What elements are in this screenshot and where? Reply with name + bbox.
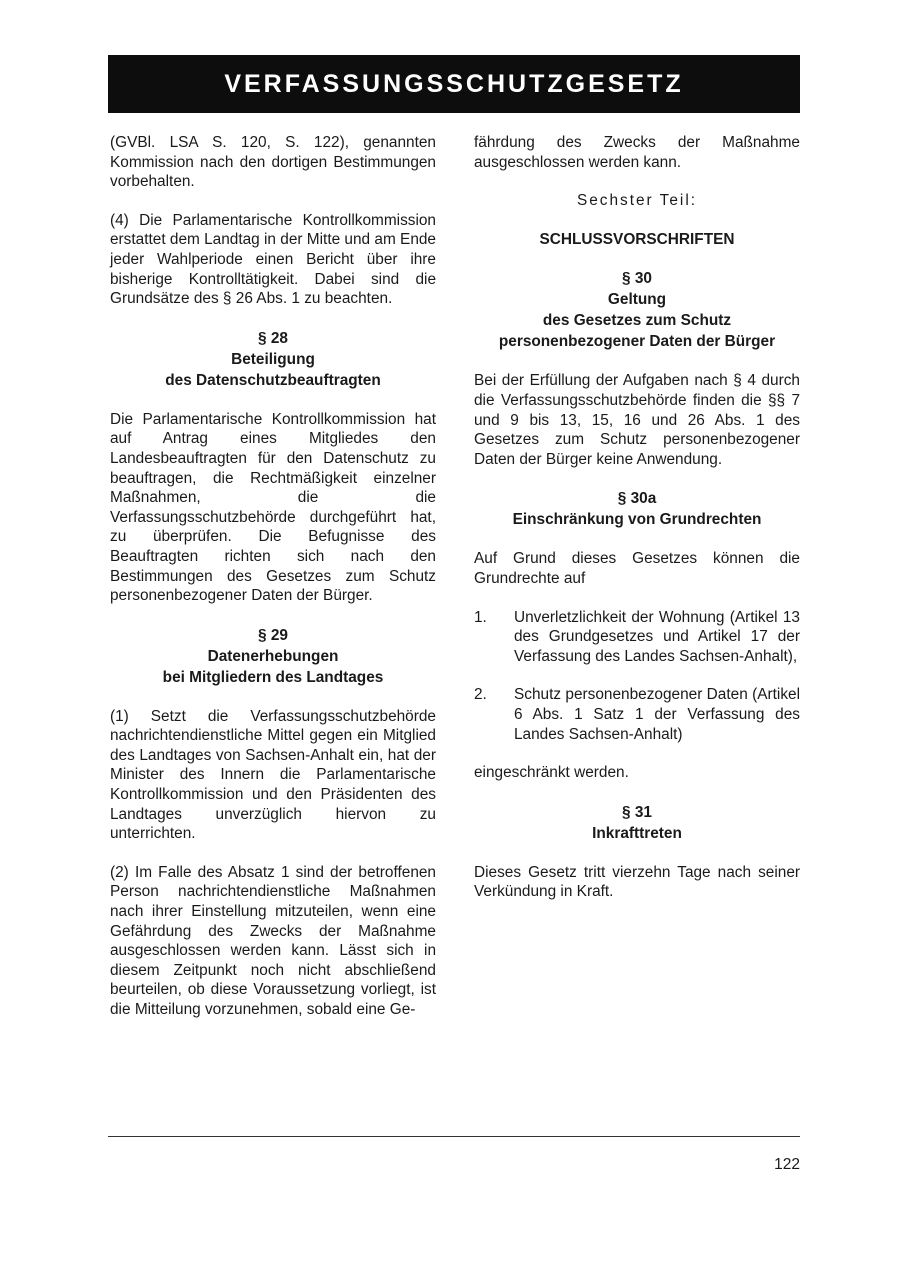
section-title: Datenerhebungen <box>207 647 339 665</box>
paragraph: (2) Im Falle des Absatz 1 sind der betroffenen Person nachrichtendienstliche Maßnahmen nach ihrer Einstellung mitzuteilen, wenn eine Gefährdung des Zwecks der Maßnahme ausgeschlossen werden kann. Lässt sich in diesem Zeitpunkt noch nicht abschließend beurteilen, ob diese Voraussetzung vorliegt, ist die Mitteilung vorzunehmen, sobald eine Ge- <box>110 863 436 1018</box>
paragraph: Auf Grund dieses Gesetzes können die Grundrechte auf <box>474 550 800 587</box>
part-heading: Sechster Teil: <box>576 192 698 210</box>
section-number: § 31 <box>622 803 652 821</box>
left-column <box>110 133 436 1020</box>
section-29 <box>110 625 436 1020</box>
section-title: Beteiligung <box>231 350 315 368</box>
list-item <box>474 685 800 744</box>
right-column <box>474 133 800 902</box>
paragraph: (GVBl. LSA S. 120, S. 122), genannten Kommission nach den dortigen Bestimmungen vorbehalten. <box>110 134 436 191</box>
part-title: SCHLUSSVORSCHRIFTEN <box>539 230 735 248</box>
paragraph: (1) Setzt die Verfassungsschutzbehörde nachrichtendienstliche Mittel gegen ein Mitglied des Landtages von Sachsen-Anhalt ein, hat der Minister des Innern die Parlamentarische Kontrollkommission und den Präsidenten des Landtages unverzüglich hiervon zu unterrichten. <box>110 707 436 843</box>
list-item-number: 2. <box>474 686 487 704</box>
section-title: Einschränkung von Grundrechten <box>512 511 762 529</box>
section-title: personenbezogener Daten der Bürger <box>498 333 776 351</box>
section-31 <box>474 802 800 902</box>
section-number: § 30a <box>617 490 657 508</box>
section-number: § 28 <box>258 329 288 347</box>
paragraph: Die Parlamentarische Kontrollkommission hat auf Antrag eines Mitgliedes den Landesbeauftragten für den Datenschutz zu beauftragen, die Rechtmäßigkeit einzelner Maßnahmen, die die Verfassungsschutzbehörde durchgeführt hat, zu überprüfen. Die Befugnisse des Beauftragten richten sich nach den Bestimmungen des Gesetzes zum Schutz personenbezogener Daten der Bürger. <box>110 410 436 605</box>
paragraph: Bei der Erfüllung der Aufgaben nach § 4 durch die Verfassungsschutzbehörde finden die §§ 7 und 9 bis 13, 15, 16 und 26 Abs. 1 des Gesetzes zum Schutz personenbezogener Daten der Bürger keine Anwendung. <box>474 372 800 468</box>
list-item-number: 1. <box>474 608 487 626</box>
section-28 <box>110 328 436 606</box>
paragraph: fährdung des Zwecks der Maßnahme ausgeschlossen werden kann. <box>474 134 800 171</box>
section-title: bei Mitgliedern des Landtages <box>162 668 384 686</box>
section-30 <box>474 268 800 469</box>
paragraph: eingeschränkt werden. <box>474 764 629 782</box>
list-item-text: Schutz personenbezogener Daten (Artikel 6 Abs. 1 Satz 1 der Verfassung des Landes Sachsen-Anhalt) <box>514 686 800 743</box>
list-item <box>474 608 800 667</box>
footer-divider <box>108 1136 800 1137</box>
page-number: 122 <box>774 1156 800 1173</box>
page-header-bar <box>108 55 800 113</box>
section-number: § 30 <box>622 270 652 288</box>
section-30a <box>474 488 800 782</box>
section-number: § 29 <box>258 626 288 644</box>
section-title: Inkrafttreten <box>592 824 682 842</box>
paragraph: (4) Die Parlamentarische Kontrollkommission erstattet dem Landtag in der Mitte und am Ende jeder Wahlperiode einen Bericht über ihre bisherige Kontrolltätigkeit. Dabei sind die Grundsätze des § 26 Abs. 1 zu beachten. <box>110 211 436 308</box>
section-title: des Datenschutzbeauftragten <box>165 371 381 389</box>
page-title: VERFASSUNGSSCHUTZGESETZ <box>224 69 684 98</box>
section-title: des Gesetzes zum Schutz <box>542 312 732 330</box>
section-title: Geltung <box>607 291 667 309</box>
paragraph: Dieses Gesetz tritt vierzehn Tage nach seiner Verkündung in Kraft. <box>474 863 800 901</box>
list-item-text: Unverletzlichkeit der Wohnung (Artikel 13 des Grundgesetzes und Artikel 17 der Verfassung des Landes Sachsen-Anhalt), <box>514 608 800 665</box>
